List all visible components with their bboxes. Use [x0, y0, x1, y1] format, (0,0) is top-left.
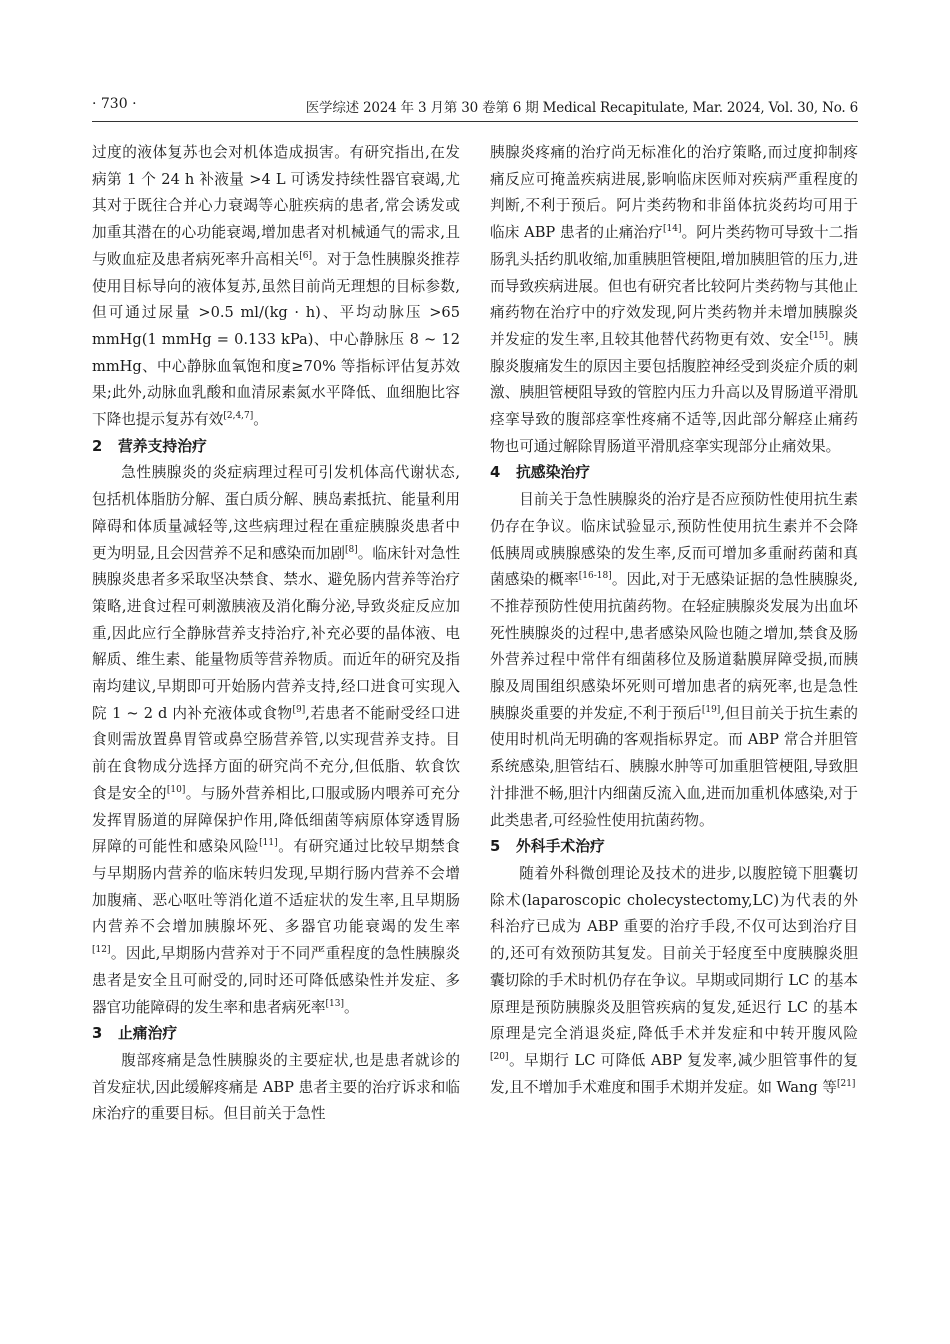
- citation[interactable]: [15]: [809, 330, 829, 341]
- paragraph: 目前关于急性胰腺炎的治疗是否应预防性使用抗生素仍存在争议。临床试验显示,预防性使用抗生素并不会降低胰周或胰腺感染的发生率,反而可增加多重耐药菌和真菌感染的概率[16-18]。因此,对于无感染证据的急性胰腺炎,不推荐预防性使用抗菌药物。在轻症胰腺炎发展为出血坏死性胰腺炎的过程中,患者感染风险也随之增加,禁食及肠外营养过程中常伴有细菌移位及肠道黏膜屏障受损,而胰腺及周围组织感染坏死则可增加患者的病死率,也是急性胰腺炎重要的并发症,不利于预后[19],但目前关于抗生素的使用时机尚无明确的客观指标界定。而 ABP 常合并胆管系统感染,胆管结石、胰腺水肿等可加重胆管梗阻,导致胆汁排泄不畅,胆汁内细菌反流入血,进而加重机体感染,对于此类患者,可经验性使用抗菌药物。: [490, 491, 859, 829]
- left-column: [92, 140, 460, 1128]
- journal-citation: 医学综述 2024 年 3 月第 30 卷第 6 期 Medical Recapitulate, Mar. 2024, Vol. 30, No. 6: [305, 100, 858, 116]
- paragraph: 腹部疼痛是急性胰腺炎的主要症状,也是患者就诊的首发症状,因此缓解疼痛是 ABP 患者主要的治疗诉求和临床治疗的重要目标。但目前关于急性: [92, 1051, 460, 1123]
- page-number: · 730 ·: [92, 96, 137, 112]
- paragraph: 胰腺炎疼痛的治疗尚无标准化的治疗策略,而过度抑制疼痛反应可掩盖疾病进展,影响临床医师对疾病严重程度的判断,不利于预后。阿片类药物和非甾体抗炎药均可用于临床 ABP 患者的止痛治疗[14]。阿片类药物可导致十二指肠乳头括约肌收缩,加重胰胆管梗阻,增加胰胆管的压力,进而导致疾病进展。但也有研究者比较阿片类药物与其他止痛药物在治疗中的疗效发现,阿片类药物并未增加胰腺炎并发症的发生率,且较其他替代药物更有效、安全[15]。胰腺炎腹痛发生的原因主要包括腹腔神经受到炎症介质的刺激、胰胆管梗阻导致的管腔内压力升高以及胃肠道平滑肌痉挛导致的腹部痉挛性疼痛不适等,因此部分解痉止痛药物也可通过解除胃肠道平滑肌痉挛实现部分止痛效果。: [490, 144, 858, 455]
- citation[interactable]: [8]: [344, 544, 358, 555]
- section-title: 抗感染治疗: [516, 464, 590, 482]
- citation[interactable]: [20]: [490, 1051, 509, 1062]
- paragraph: 随着外科微创理论及技术的进步,以腹腔镜下胆囊切除术(laparoscopic cholecystectomy,LC)为代表的外科治疗已成为 ABP 重要的治疗手段,不仅可达到治疗目的,还可有效预防其复发。目前关于轻度至中度胰腺炎胆囊切除的手术时机仍存在争议。早期或同期行 LC 的基本原理是预防胰腺炎及胆管疾病的复发,延迟行 LC 的基本原理是完全消退炎症,降低手术并发症和中转开腹风险[20]。早期行 LC 可降低 ABP 复发率,减少胆管事件的复发,且不增加手术难度和围手术期并发症。如 Wang 等[21]: [490, 864, 858, 1096]
- citation[interactable]: [12]: [92, 945, 111, 956]
- section-number: 5: [490, 838, 501, 856]
- section-heading: [92, 1021, 460, 1048]
- section-number: 4: [490, 464, 501, 482]
- citation[interactable]: [14]: [662, 224, 682, 235]
- section-title: 外科手术治疗: [516, 838, 605, 856]
- citation[interactable]: [11]: [259, 838, 278, 849]
- paragraph: 急性胰腺炎的炎症病理过程可引发机体高代谢状态,包括机体脂肪分解、蛋白质分解、胰岛素抵抗、能量利用障碍和体质量减轻等,这些病理过程在重症胰腺炎患者中更为明显,且会因营养不足和感染而加剧[8]。临床针对急性胰腺炎患者多采取坚决禁食、禁水、避免肠内营养等治疗策略,进食过程可刺激胰液及消化酶分泌,导致炎症反应加重,因此应行全静脉营养支持治疗,补充必要的晶体液、电解质、维生素、能量物质等营养物质。而近年的研究及指南均建议,早期即可开始肠内营养支持,经口进食可实现入院 1 ~ 2 d 内补充液体或食物[9],若患者不能耐受经口进食则需放置鼻胃管或鼻空肠营养管,以实现营养支持。目前在食物成分选择方面的研究尚不充分,但低脂、软食饮食是安全的[10]。与肠外营养相比,口服或肠内喂养可充分发挥胃肠道的屏障保护作用,降低细菌等病原体穿透胃肠屏障的可能性和感染风险[11]。有研究通过比较早期禁食与早期肠内营养的临床转归发现,早期行肠内营养不会增加腹痛、恶心呕吐等消化道不适症状的发生率,且早期肠内营养不会增加胰腺坏死、多器官功能衰竭的发生率[12]。因此,早期肠内营养对于不同严重程度的急性胰腺炎患者是安全且可耐受的,同时还可降低感染性并发症、多器官功能障碍的发生率和患者病死率[13]。: [92, 464, 461, 1016]
- citation[interactable]: [21]: [836, 1078, 856, 1089]
- citation[interactable]: [2,4,7]: [223, 411, 254, 422]
- section-number: 3: [92, 1025, 103, 1043]
- running-header: [92, 96, 858, 118]
- section-heading: [490, 460, 858, 487]
- right-column: [490, 140, 858, 1101]
- citation[interactable]: [13]: [325, 998, 344, 1009]
- paragraph: 过度的液体复苏也会对机体造成损害。有研究指出,在发病第 1 个 24 h 补液量 >4 L 可诱发持续性器官衰竭,尤其对于既往合并心力衰竭等心脏疾病的患者,常会诱发或加重其潜在的心功能衰竭,增加患者对机械通气的需求,且与败血症及患者病死率升高相关[6]。对于急性胰腺炎推荐使用目标导向的液体复苏,虽然目前尚无理想的目标参数,但可通过尿量 >0.5 ml/(kg · h)、平均动脉压 >65 mmHg(1 mmHg = 0.133 kPa)、中心静脉压 8 ~ 12 mmHg、中心静脉血氧饱和度≥70% 等指标评估复苏效果;此外,动脉血乳酸和血清尿素氮水平降低、血细胞比容下降也提示复苏有效[2,4,7]。: [92, 144, 460, 429]
- citation[interactable]: [19]: [701, 704, 721, 715]
- section-title: 营养支持治疗: [118, 437, 207, 455]
- citation[interactable]: [9]: [292, 704, 306, 715]
- header-rule: [92, 121, 858, 122]
- section-title: 止痛治疗: [118, 1025, 178, 1043]
- section-heading: [92, 434, 460, 461]
- citation[interactable]: [6]: [299, 250, 312, 261]
- citation[interactable]: [10]: [166, 784, 186, 795]
- citation[interactable]: [16-18]: [578, 571, 612, 582]
- section-number: 2: [92, 437, 103, 455]
- section-heading: [490, 834, 858, 861]
